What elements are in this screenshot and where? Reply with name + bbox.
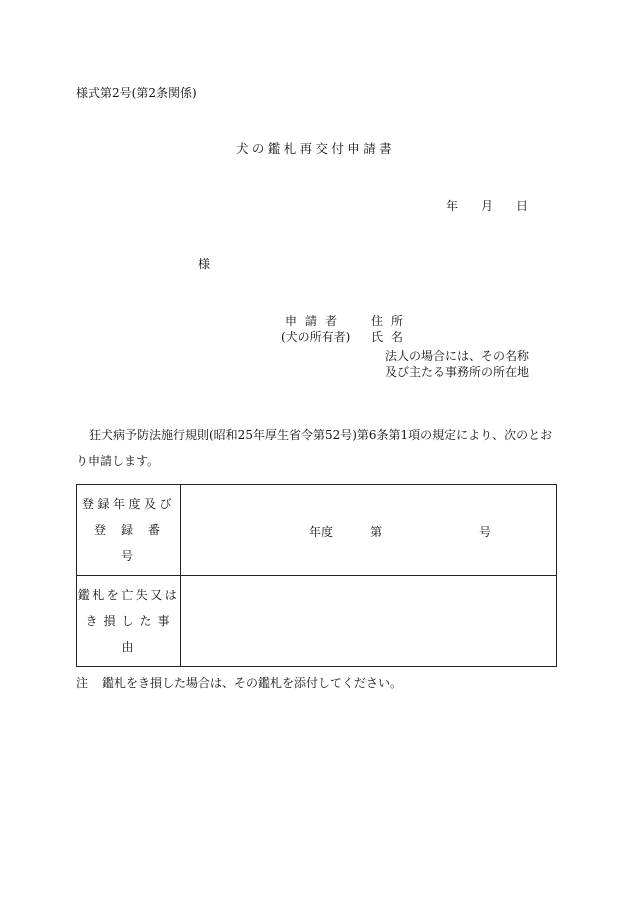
applicant-label: 申請者 xyxy=(285,314,346,328)
loss-reason-value-cell[interactable] xyxy=(181,576,557,667)
date-year-label: 年 xyxy=(446,199,459,213)
fiscal-year-unit: 年度 xyxy=(309,525,334,539)
number-suffix: 号 xyxy=(479,525,492,539)
form-number-label: 様式第2号(第2条関係) xyxy=(76,86,197,100)
loss-reason-label-line1: 鑑札を亡失又は xyxy=(77,588,180,602)
application-details-table xyxy=(76,484,557,667)
table-row xyxy=(77,576,557,667)
table-row xyxy=(77,485,557,576)
name-label: 氏名 xyxy=(371,330,412,344)
date-day-label: 日 xyxy=(516,199,529,213)
addressee-honorific: 様 xyxy=(198,257,211,271)
document-title: 犬の鑑札再交付申請書 xyxy=(236,141,396,156)
footnote xyxy=(76,674,402,691)
loss-reason-header-cell xyxy=(77,576,181,667)
note-mark: 注 xyxy=(76,676,89,690)
registration-value-cell[interactable] xyxy=(181,485,557,576)
number-prefix: 第 xyxy=(370,525,383,539)
registration-year-label: 登録年度及び xyxy=(81,497,175,511)
address-label: 住所 xyxy=(371,314,412,328)
application-statement: 狂犬病予防法施行規則(昭和25年厚生省令第52号)第6条第1項の規定により、次のとおり申請します。 xyxy=(76,428,553,468)
corporate-note-line2: 及び主たる事務所の所在地 xyxy=(385,365,530,379)
date-month-label: 月 xyxy=(481,199,494,213)
registration-number-label: 登録番号 xyxy=(93,523,175,563)
loss-reason-label-line2: き損した事由 xyxy=(85,614,176,654)
note-text: 鑑札をき損した場合は、その鑑札を添付してください。 xyxy=(102,676,403,690)
registration-header-cell xyxy=(77,485,181,576)
dog-owner-label: (犬の所有者) xyxy=(281,330,351,344)
corporate-note-line1: 法人の場合には、その名称 xyxy=(385,349,530,363)
